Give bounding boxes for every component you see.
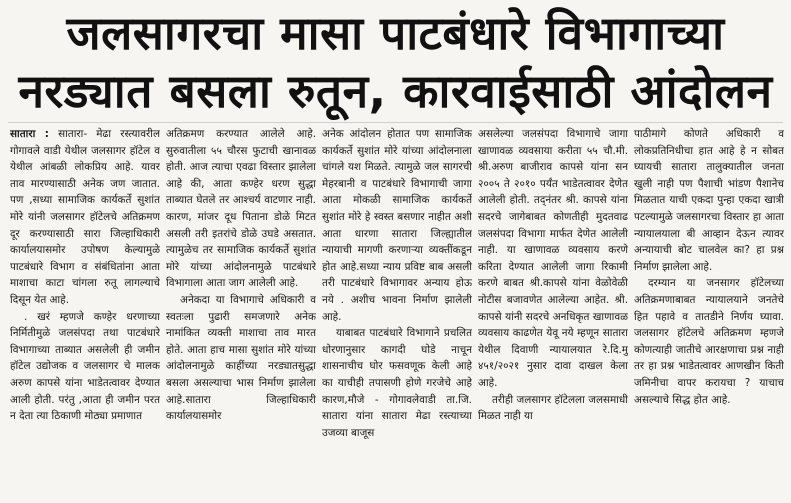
headline-divider [8,122,783,123]
article-columns [10,126,784,501]
article-paragraph: तरीही जलसागर हॉटेलला जलसमाधी मिळत नाही या [478,393,628,423]
article-paragraph: अतिक्रमण करण्यात आलेले आहे. सुरुवातीला ५५ चौरस फुटाची खानावळ होती. आज त्याचा एवढा विस्तार झालेला आहे की, आता कण्हेर धरण सुद्धा ताब्यात घेतले तर आश्चर्य वाटणार नाही. कारण, मांजर दूध पिताना डोळे मिटत असली तरी इतरांचे डोळे उघडे असतात. त्यामुळेच तर सामाजिक कार्यकर्ते सुशांत मोरे यांच्या आंदोलनामुळे पाटबंधारे विभागाला आता जाग आलेली आहे. [166,128,316,290]
article-paragraph [10,126,160,309]
article-paragraph: अनेकदा या विभागाचे अधिकारी व स्वतःला पुढारी समजणारे अनेक नामांकित व्यक्ती माशाचा ताव मारत होते. आता हाच मासा सुशांत मोरे यांच्या आंदोलनामुळे काहींच्या नरड्यातसुद्धा बसला असल्याचा भास निर्माण झालेला आहे.सातारा जिल्हाधिकारी कार्यालयासमोर [166,293,316,423]
article-paragraph: असलेल्या जलसंपदा विभागाचे जागा खाणावळ व्यवसाया करीता ५५ चौ.मी. श्री.अरुण बाजीराव कापसे यांना सन २००५ ते २०१० पर्यंत भाडेतत्वावर देणेत आलेली होती. तद्नंतर श्री. कापसे यांना सदरचे जागेबाबत कोणतीही मुदतवाढ जलसंपदा विभागा मार्फत देणेत आलेली नाही. या खाणावळ व्यवसाय करणे करिता देण्यात आलेली जागा रिकामी करणे बाबत श्री.कापसे यांना वेळोवेळी नोटीस बजावणेत आलेल्या आहेत. श्री. कापसे यांनी सदरचे अनधिकृत खाणावळ व्यवसाय काढणेत येवू नये म्हणून सातारा येथील दिवाणी न्यायालयात रे.दि.मु ४५१/२०२१ नुसार दावा दाखल केला आहे. [478,128,628,389]
dateline-place: सातारा : [10,128,49,140]
article-column-3 [322,126,472,501]
article-paragraph: दरम्यान या जनसागर हॉटेलच्या अतिक्रमणाबाबत न्यायालयाने जनतेचे हित पहावे व तातडीने निर्णय घ्यावा. जलसागर हॉटेलचे अतिक्रमण म्हणजे कोणत्याही जातीचे आरक्षणाचा प्रश्न नाही तर हा प्रश्न भाडेतत्वावर आणखीन किती जमिनीचा वापर करायचा ? याचाच असल्याचे सिद्ध होत आहे. [634,277,784,406]
article-column-4 [478,126,628,501]
article-column-2 [166,126,316,501]
article-paragraph: अनेक आंदोलन होतात पण सामाजिक कार्यकर्ते सुशांत मोरे यांच्या आंदोलनाला चांगले यश मिळते. त्यामुळे जल सागरची मेहरबानी व पाटबंधारे विभागाची जागा आता मोकळी सामाजिक कार्यकर्ते सुशांत मोरे हे स्वस्त बसणार नाहीत अशी आता धारणा सातारा जिल्ह्यातील न्यायाची मागणी करणाऱ्या व्यक्तींकडून होत आहे.सध्या न्याय प्रविष्ट बाब असली तरी पाटबंधारे विभागावर अन्याय होऊ नये . अशीच भावना निर्माण झालेली आहे. [322,128,472,323]
article-column-5 [634,126,784,501]
paragraph-text: सातारा- मेढा रस्त्यावरील गोगावले वाडी येथील जलसागर हॉटेल व येथील आंबळी लोकप्रिय आहे. यावर ताव मारण्यासाठी अनेक जण जातात. पण ,सध्या सामाजिक कार्यकर्ते सुशांत मोरे यांनी जलसागर हॉटेलचे अतिक्रमण दूर करण्यासाठी सारा जिल्हाधिकारी कार्यालयासमोर उपोषण केल्यामुळे पाटबंधारे विभाग व संबंधितांना आता माशाचा काटा चांगला रुतू लागल्याचे दिसून येत आहे. [10,128,160,306]
headline [8,4,783,120]
headline-line-1: जलसागरचा मासा पाटबंधारे विभागाच्या [66,6,725,60]
article-paragraph: . खरं म्हणजे कण्हेर धरणाच्या निर्मितीमुळे जलसंपदा तथा पाटबंधारे विभागाच्या ताब्यात असलेली ही जमीन हॉटेल उद्योजक व जलसागर चे मालक अरुण कापसे यांना भाडेतत्वावर देण्यात आली होती. परंतु ,आता ही जमीन परत न देता त्या ठिकाणी मोठ्या प्रमाणात [10,310,160,423]
article-paragraph: याबाबत पाटबंधारे विभागाने प्रचलित धोरणानुसार कागदी घोडे नाचून शासनाचीच घोर फसवणूक केली आहे का याचीही तपासणी होणे गरजेचे आहे कारण,मौजे - गोगावलेवाडी ता.जि. सातारा यांना सातारा मेढा रस्त्याच्या उजव्या बाजूस [322,327,472,439]
article-paragraph: पाठीमागे कोणते अधिकारी व लोकप्रतिनिधीचा हात आहे हे न सोबत घ्यायची सातारा तालुक्यातील जनता खुली नाही पण पैशाची भांडण पैशानेच मिळतात याची एकदा पुन्हा एकदा खात्री पटल्यामुळे जलसागरचा विस्तार हा आता न्यायालयाला बी आव्हान देऊन त्यावर अन्यायाची बोट चालवेल का? हा प्रश्न निर्माण झालेला आहे. [634,128,784,273]
headline-line-2: नरड्यात बसला रुतून, कारवाईसाठी आंदोलन [18,64,773,118]
article-column-1 [10,126,160,501]
